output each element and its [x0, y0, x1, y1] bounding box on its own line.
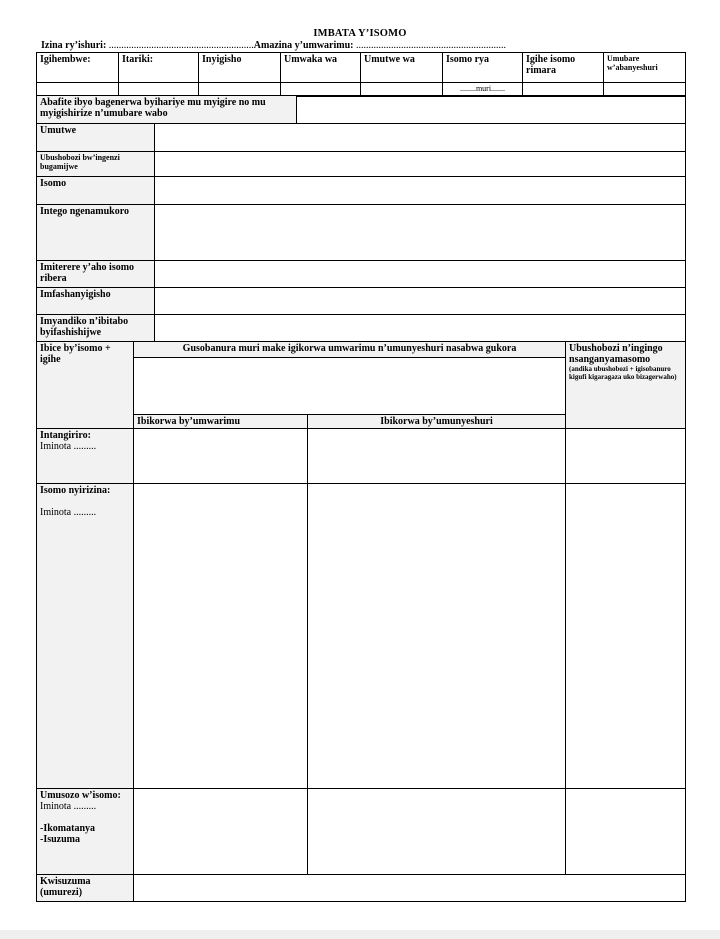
- introduction-cell: [37, 429, 134, 484]
- conclusion-teacher[interactable]: [134, 789, 308, 875]
- instructional-objective-label: Intego ngenamukoro: [37, 205, 155, 261]
- year-header: Umwaka wa: [281, 53, 361, 83]
- teacher-names-label: Amazina y’umwarimu:: [253, 40, 354, 51]
- lesson-parts-header: Ibice by’isomo + igihe: [37, 342, 134, 429]
- teaching-aids-field[interactable]: [155, 288, 686, 315]
- references-field[interactable]: [155, 315, 686, 342]
- activities-description-title: Gusobanura muri make igikorwa umwarimu n’umunyeshuri nasabwa gukora: [134, 342, 565, 358]
- key-competence-label: Ubushobozi bw’ingenzi bugamijwe: [37, 152, 155, 177]
- evaluation-field[interactable]: [134, 875, 686, 902]
- lesson-info-table: [36, 95, 686, 342]
- lesson-title-field[interactable]: [155, 177, 686, 205]
- unit-field[interactable]: [155, 124, 686, 152]
- competences-header: [566, 342, 686, 429]
- setting-label: Imiterere y’aho isomo ribera: [37, 261, 155, 288]
- introduction-learner[interactable]: [308, 429, 566, 484]
- conclusion-label: Umusozo w’isomo:: [40, 790, 121, 801]
- lesson-header-table: [36, 52, 686, 97]
- setting-field[interactable]: [155, 261, 686, 288]
- development-cell: [37, 484, 134, 789]
- activities-description-space: [134, 358, 565, 414]
- development-time: Iminota .........: [40, 507, 97, 518]
- conclusion-time: Iminota .........: [40, 801, 97, 812]
- competences-title: Ubushobozi n’ingingo nsanganyamasomo: [569, 343, 663, 365]
- subject-header: Inyigisho: [199, 53, 281, 83]
- unit-label: Umutwe: [37, 124, 155, 152]
- bottom-strip: [0, 930, 720, 939]
- activities-description-header: [134, 342, 566, 415]
- special-needs-value[interactable]: [297, 96, 686, 124]
- school-name-dots: ..........................................................: [106, 40, 254, 51]
- references-label: Imyandiko n’ibitabo byifashishijwe: [37, 315, 155, 342]
- learner-activities-header: Ibikorwa by’umunyeshuri: [308, 415, 566, 429]
- lesson-value[interactable]: ........muri.......: [443, 83, 523, 97]
- development-teacher[interactable]: [134, 484, 308, 789]
- teaching-aids-label: Imfashanyigisho: [37, 288, 155, 315]
- competences-note: (andika ubushobozi + igisobanuro kigufi kigaragaza uko bizagerwaho): [569, 365, 677, 381]
- date-header: Itariki:: [119, 53, 199, 83]
- term-header: Igihembwe:: [37, 53, 119, 83]
- introduction-label: Intangiriro:: [40, 430, 91, 441]
- names-line: [41, 40, 685, 51]
- conclusion-synthesis: -Ikomatanya: [40, 823, 96, 834]
- development-competences[interactable]: [566, 484, 686, 789]
- conclusion-assessment: -Isuzuma: [40, 834, 81, 845]
- teacher-names-dots: ............................................................: [353, 40, 506, 51]
- teacher-activities-header: Ibikorwa by’umwarimu: [134, 415, 308, 429]
- evaluation-label: Kwisuzuma (umurezi): [37, 875, 134, 902]
- conclusion-learner[interactable]: [308, 789, 566, 875]
- introduction-competences[interactable]: [566, 429, 686, 484]
- conclusion-competences[interactable]: [566, 789, 686, 875]
- duration-header: Igihe isomo rimara: [523, 53, 604, 83]
- development-learner[interactable]: [308, 484, 566, 789]
- unit-header: Umutwe wa: [361, 53, 443, 83]
- lesson-title-label: Isomo: [37, 177, 155, 205]
- conclusion-cell: [37, 789, 134, 875]
- instructional-objective-field[interactable]: [155, 205, 686, 261]
- document-title: IMBATA Y’ISOMO: [313, 28, 407, 39]
- development-label: Isomo nyirizina:: [40, 485, 111, 496]
- special-needs-label: Abafite ibyo bagenerwa byihariye mu myigire no mu myigishirize n’umubare wabo: [37, 96, 297, 124]
- school-name-label: Izina ry’ishuri:: [41, 40, 107, 51]
- lesson-header: Isomo rya: [443, 53, 523, 83]
- lesson-steps-table: [36, 341, 686, 902]
- introduction-teacher[interactable]: [134, 429, 308, 484]
- introduction-time: Iminota .........: [40, 441, 97, 452]
- students-count-header: Umubare w’abanyeshuri: [604, 53, 686, 83]
- key-competence-field[interactable]: [155, 152, 686, 177]
